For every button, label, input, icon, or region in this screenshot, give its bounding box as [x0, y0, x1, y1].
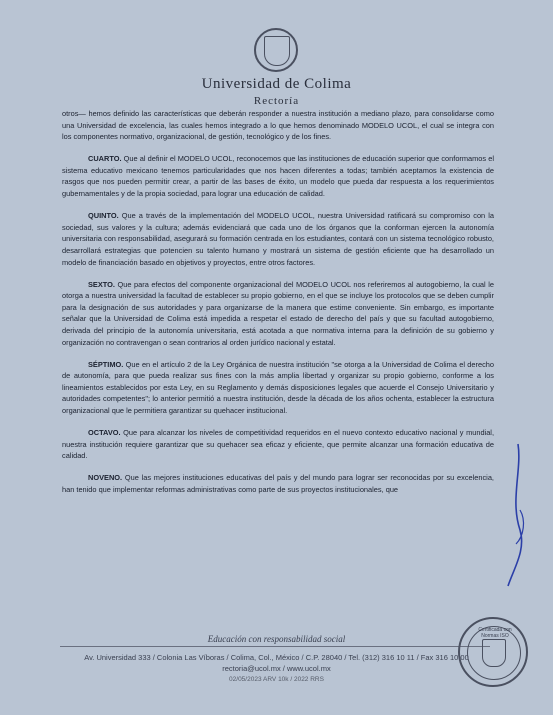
paragraph — [62, 472, 494, 495]
paragraph-lead: OCTAVO. — [88, 428, 121, 438]
office-name: Rectoría — [253, 95, 300, 107]
university-seal-icon — [254, 28, 298, 72]
footer-fax-stamp: 02/05/2023 ARV 10k / 2022 RRS — [229, 676, 324, 683]
paragraph-text: Que a través de la implementación del MODELO UCOL, nuestra Universidad ratificará su compromiso con la sociedad, sus valores y la cultura; además evidenciará que cada uno de los órganos que la conforman ejercen la autonomía universitaria con responsabilidad, asegurará su formación centrada en los estudiantes, contará con un sistema tecnológico robusto, desarrollará estrategias que potencien su talento humano y mostrará un sistema de gestión eficiente que ha desarrollado un modelo de financiación basado en objetivos y proyectos, entre otros factores. — [62, 211, 494, 267]
paragraph — [62, 279, 494, 349]
footer-address: Av. Universidad 333 / Colonia Las Víboras / Colima, Col., México / C.P. 28040 / Tel. (312) 316 10 11 / Fax 316 10 00 — [84, 653, 469, 662]
iso-seal-text: Certificada con Normas ISO — [478, 627, 512, 639]
paragraph-lead: QUINTO. — [88, 211, 119, 221]
paragraph-text: Que para alcanzar los niveles de competitividad requeridos en el nuevo contexto educativo nacional y mundial, nuestra institución requiere garantizar que su quehacer sea eficaz y eficiente, que permite alcanzar una formación educativa de calidad. — [62, 428, 494, 461]
paragraph-text: Que para efectos del componente organizacional del MODELO UCOL nos referiremos al autogobierno, la cual le otorga a nuestra universidad la facultad de establecer su propio gobierno, en el que se incluye los protocolos que se deben cumplir para la designación de sus autoridades y para organizarse de la manera que estime conveniente. Sin embargo, es importante señalar que la Universidad de Colima está impedida a respetar el estado de derecho del país y que su facultad autogobierno, derivada del principio de la autonomía universitaria, está acotada a que normativa interna para la definición de su gobierno y organización no contravengan o sean contrarios al orden jurídico nacional y estatal. — [62, 279, 494, 347]
paragraph-lead: SEXTO. — [88, 279, 115, 289]
paragraph-lead: SÉPTIMO. — [88, 359, 124, 369]
signature-mark — [500, 440, 530, 590]
footer-divider — [60, 646, 490, 647]
paragraph-text: Que al definir el MODELO UCOL, reconocemos que las instituciones de educación superior que conformamos el sistema educativo mexicano tenemos particularidades que nos hacen diferentes a todas; también aceptamos la existencia de rasgos que nos pueden permitir crear, a partir de las bases de éxito, un modelo que pueda dar respuesta a los requerimientos gubernamentales y de la propia sociedad, para lograr una educación de calidad. — [62, 154, 494, 199]
paragraph-lead: CUARTO. — [88, 154, 122, 164]
paragraph — [62, 427, 494, 462]
paragraph — [62, 153, 494, 199]
paragraph-lead: NOVENO. — [88, 473, 123, 483]
paragraph — [62, 359, 494, 417]
footer-motto: Educación con responsabilidad social — [207, 634, 346, 644]
university-name: Universidad de Colima — [201, 76, 352, 92]
paragraph-text: otros— hemos definido las características que deberán responder a nuestra institución a mediano plazo, para consolidarse como una Universidad de excelencia, las cuales hemos integrado a lo que hemos denominado MODELO UCOL, el cual se integra con los componentes normativo, organizacional, de gestión, tecnológico y de los fines. — [62, 109, 494, 142]
paragraph-text: Que en el artículo 2 de la Ley Orgánica de nuestra institución "se otorga a la Universidad de Colima el derecho de autonomía, para que pueda realizar sus fines con la más amplia libertad y organizar su propio gobierno, conforme a los lineamientos establecidos por esta Ley, en su Reglamento y demás disposiciones legales que acuerde el Consejo Universitario y autoridades competentes"; lo anterior permitió a nuestra institución, desde la década de los años ochenta, establecer la estructura organizacional que le permitiera garantizar su quehacer institucional. — [62, 359, 494, 416]
paragraph-text: Que las mejores instituciones educativas del país y del mundo para lograr ser reconocidas por su excelencia, han tenido que implementar reformas administrativas como parte de sus proyectos institucionales, que — [62, 473, 494, 495]
footer-email: rectoria@ucol.mx / www.ucol.mx — [222, 664, 331, 673]
paragraph — [62, 210, 494, 268]
letter-body — [62, 108, 494, 506]
paragraph — [62, 108, 494, 143]
